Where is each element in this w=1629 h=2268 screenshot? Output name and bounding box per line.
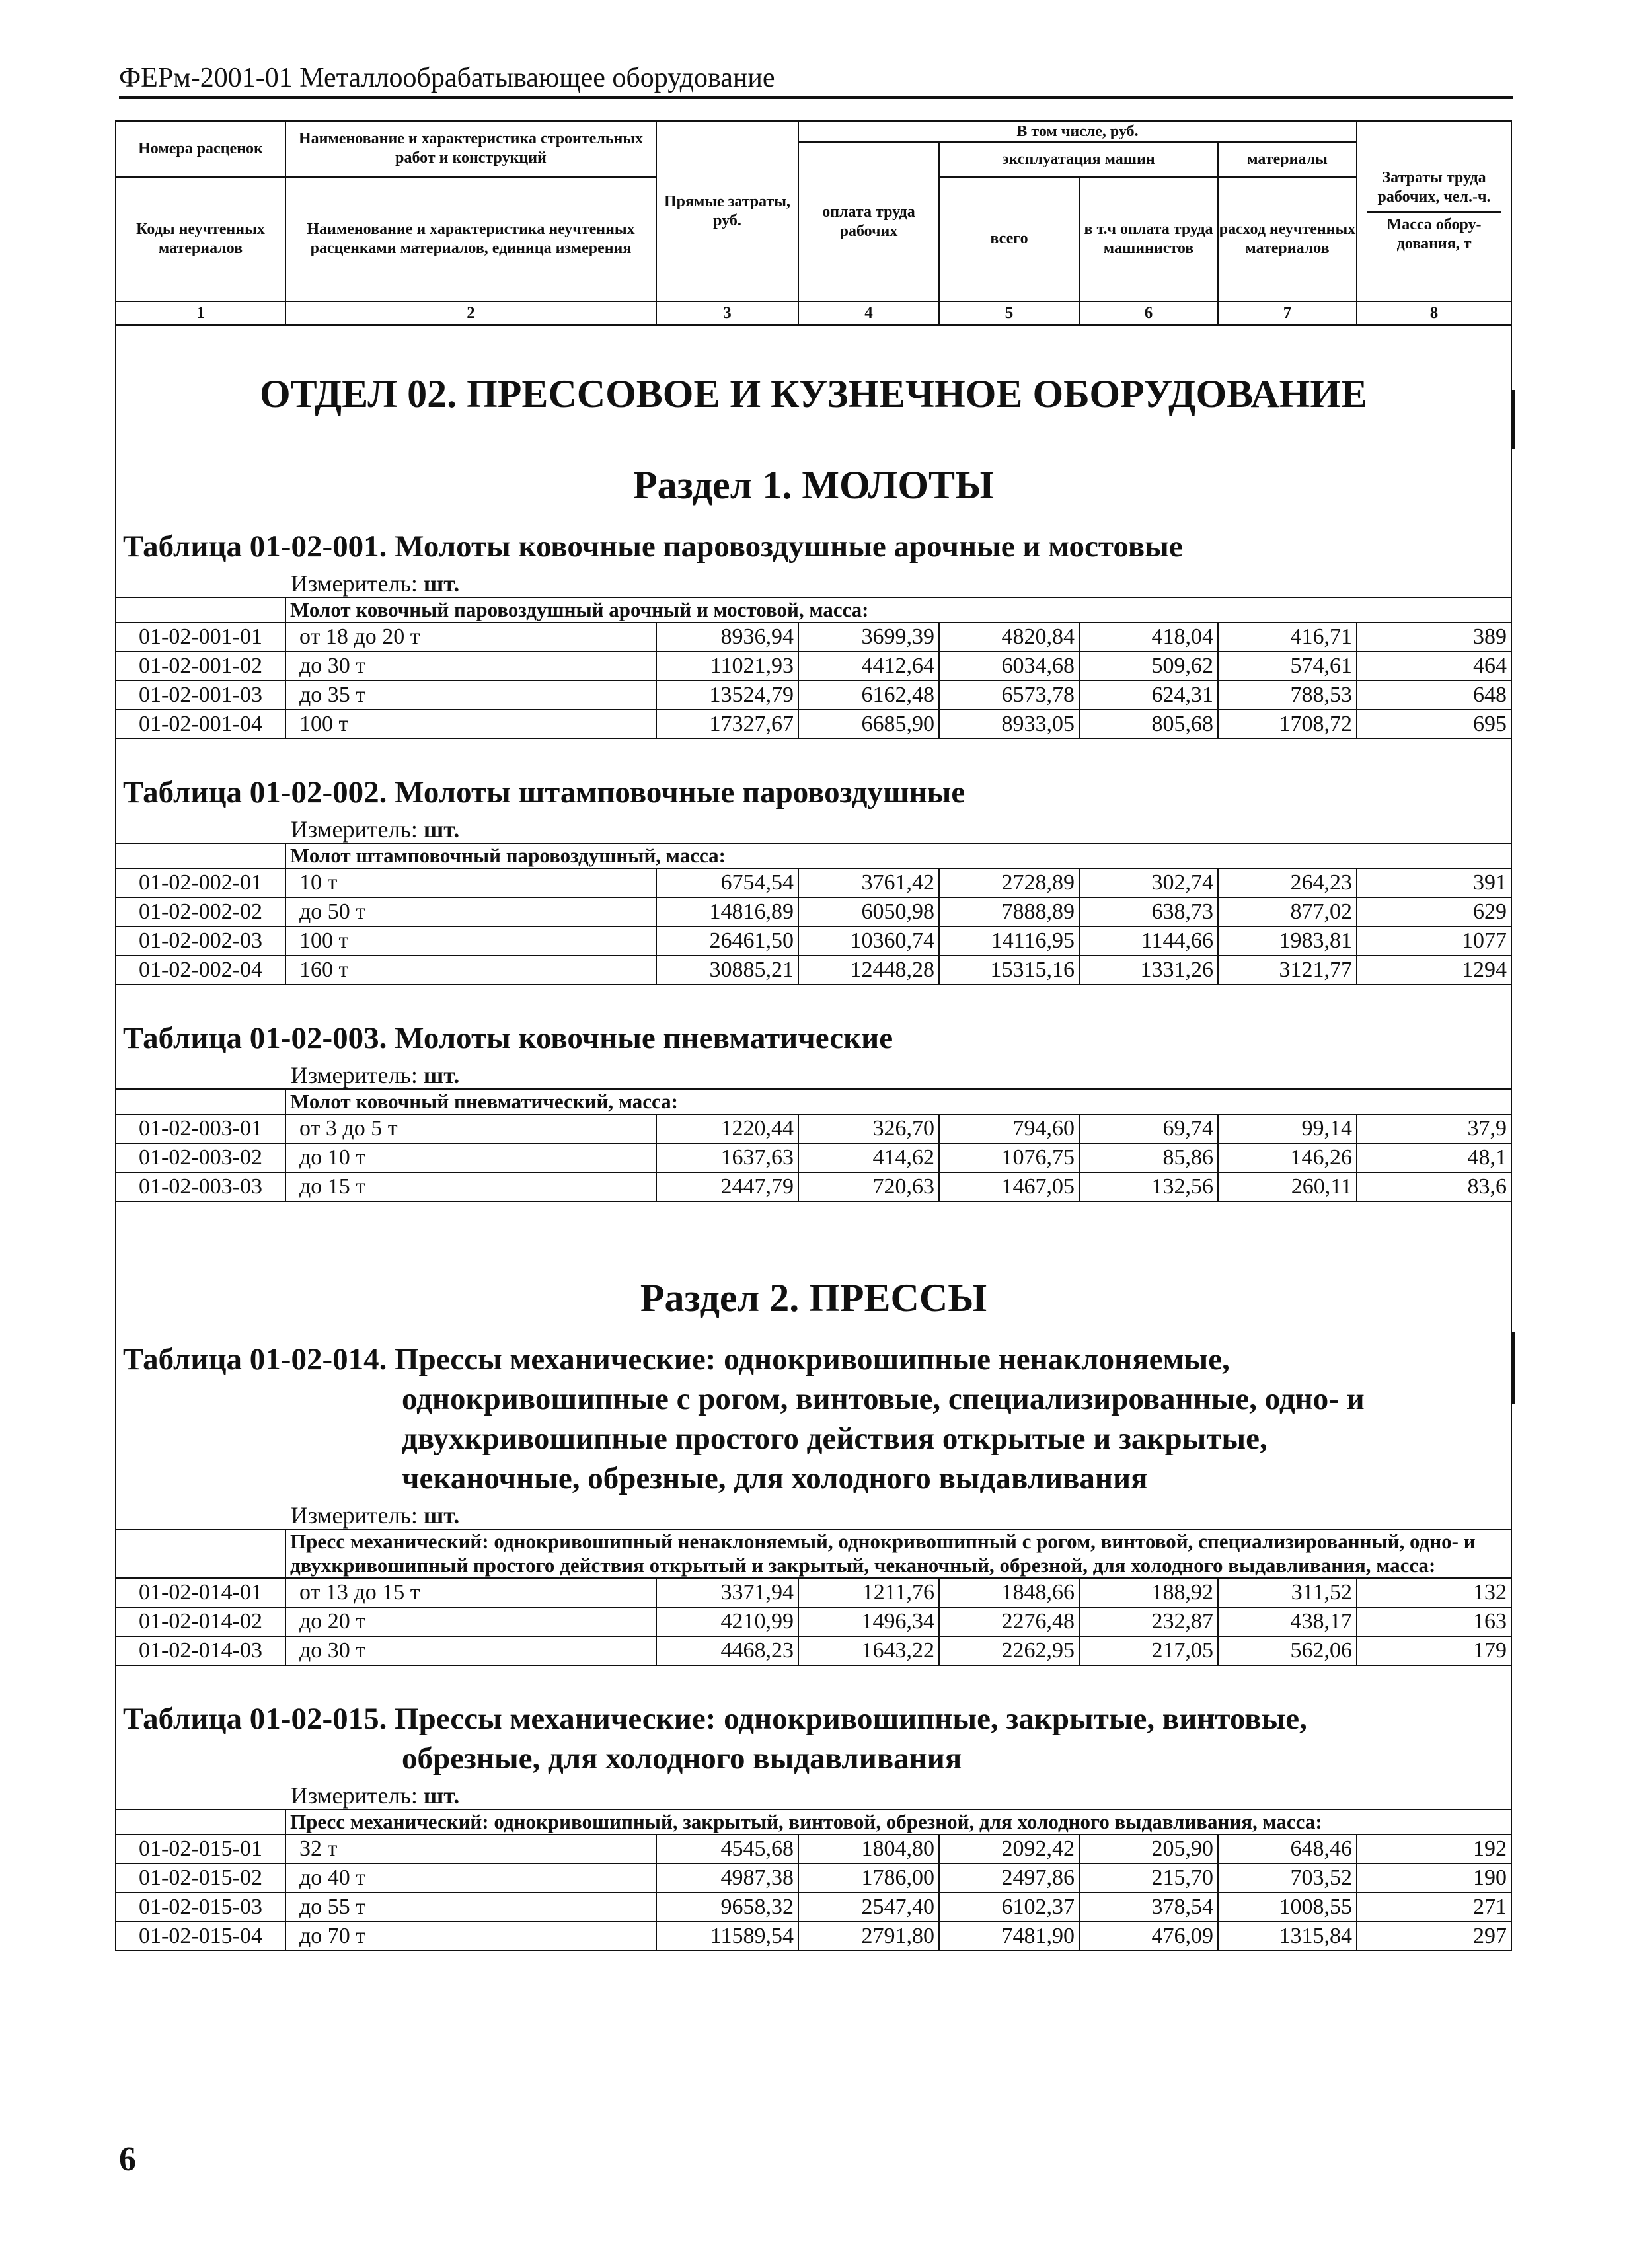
direct-cost: 1220,44 xyxy=(656,1114,798,1143)
machines-total: 794,60 xyxy=(939,1114,1079,1143)
unit-of-measure xyxy=(116,1782,1511,1809)
labor-hours: 389 xyxy=(1357,623,1511,652)
column-number: 7 xyxy=(1218,301,1357,325)
labor-hours: 271 xyxy=(1357,1893,1511,1922)
worker-pay: 3761,42 xyxy=(798,868,939,897)
direct-cost: 6754,54 xyxy=(656,868,798,897)
worker-pay: 1643,22 xyxy=(798,1636,939,1665)
rate-code: 01-02-001-01 xyxy=(116,623,285,652)
section-title: Раздел 1. МОЛОТЫ xyxy=(633,463,994,507)
unit-label: Измеритель: xyxy=(291,1062,418,1088)
item-name: до 20 т xyxy=(285,1607,656,1636)
table-row xyxy=(116,1864,1511,1893)
worker-pay: 326,70 xyxy=(798,1114,939,1143)
table-row xyxy=(116,710,1511,739)
table-title-line: Таблица 01-02-001. Молоты ковочные паровоздушные арочные и мостовые xyxy=(123,529,1183,564)
machines-total: 7481,90 xyxy=(939,1922,1079,1951)
header-machinist-pay: в т.ч оплата труда машинистов xyxy=(1079,177,1218,302)
running-header: ФЕРм-2001-01 Металлообрабатывающее оборудование xyxy=(119,61,1513,99)
section-spacer xyxy=(116,325,1511,417)
machinist-pay: 509,62 xyxy=(1079,652,1218,681)
item-name: до 35 т xyxy=(285,681,656,710)
unit-value: шт. xyxy=(423,1502,460,1529)
worker-pay: 2791,80 xyxy=(798,1922,939,1951)
section-spacer xyxy=(116,1498,1511,1529)
labor-hours: 48,1 xyxy=(1357,1143,1511,1172)
header-labor-cost: Затраты труда рабочих, чел.-ч. xyxy=(1377,169,1491,206)
section-spacer xyxy=(116,1778,1511,1809)
worker-pay: 2547,40 xyxy=(798,1893,939,1922)
group-code-cell xyxy=(116,1089,285,1114)
header-machines-total: всего xyxy=(939,177,1079,302)
materials: 311,52 xyxy=(1218,1578,1357,1607)
table-title xyxy=(116,527,1511,566)
worker-pay: 6685,90 xyxy=(798,710,939,739)
rate-code: 01-02-001-04 xyxy=(116,710,285,739)
scan-artifact xyxy=(1511,1332,1515,1404)
materials: 877,02 xyxy=(1218,897,1357,926)
column-number: 5 xyxy=(939,301,1079,325)
section-spacer xyxy=(116,812,1511,843)
machinist-pay: 638,73 xyxy=(1079,897,1218,926)
item-name: 10 т xyxy=(285,868,656,897)
machinist-pay: 1331,26 xyxy=(1079,956,1218,985)
labor-hours: 190 xyxy=(1357,1864,1511,1893)
header-worker-pay: оплата труда рабочих xyxy=(798,142,939,301)
labor-hours: 132 xyxy=(1357,1578,1511,1607)
direct-cost: 13524,79 xyxy=(656,681,798,710)
page-number: 6 xyxy=(119,2140,136,2178)
machinist-pay: 232,87 xyxy=(1079,1607,1218,1636)
machinist-pay: 132,56 xyxy=(1079,1172,1218,1201)
materials: 648,46 xyxy=(1218,1834,1357,1864)
group-code-cell xyxy=(116,843,285,868)
group-label: Молот штамповочный паровоздушный, масса: xyxy=(285,843,1511,868)
item-name: до 40 т xyxy=(285,1864,656,1893)
unit-label: Измеритель: xyxy=(291,816,418,843)
table-row xyxy=(116,1834,1511,1864)
section-spacer xyxy=(116,739,1511,812)
rate-code: 01-02-001-03 xyxy=(116,681,285,710)
machines-total: 6034,68 xyxy=(939,652,1079,681)
item-name: до 70 т xyxy=(285,1922,656,1951)
rate-code: 01-02-015-04 xyxy=(116,1922,285,1951)
unit-value: шт. xyxy=(423,1062,460,1088)
labor-hours: 1294 xyxy=(1357,956,1511,985)
item-name: до 30 т xyxy=(285,1636,656,1665)
direct-cost: 8936,94 xyxy=(656,623,798,652)
machinist-pay: 476,09 xyxy=(1079,1922,1218,1951)
materials: 1708,72 xyxy=(1218,710,1357,739)
machines-total: 2262,95 xyxy=(939,1636,1079,1665)
table-row xyxy=(116,897,1511,926)
table-title-line: обрезные, для холодного выдавливания xyxy=(402,1741,962,1776)
materials: 146,26 xyxy=(1218,1143,1357,1172)
direct-cost: 4545,68 xyxy=(656,1834,798,1864)
section-spacer xyxy=(116,566,1511,597)
materials: 1983,81 xyxy=(1218,926,1357,956)
table-row xyxy=(116,956,1511,985)
labor-hours: 695 xyxy=(1357,710,1511,739)
rate-code: 01-02-014-01 xyxy=(116,1578,285,1607)
table-row xyxy=(116,652,1511,681)
table-title-line: Таблица 01-02-014. Прессы механические: однокривошипные ненаклоняемые, xyxy=(123,1342,1230,1377)
header-work-name: Наименование и характеристика строительных работ и конструкций xyxy=(285,121,656,177)
unit-of-measure xyxy=(116,1062,1511,1088)
rate-code: 01-02-002-01 xyxy=(116,868,285,897)
worker-pay: 12448,28 xyxy=(798,956,939,985)
machines-total: 1467,05 xyxy=(939,1172,1079,1201)
header-direct-cost: Прямые затраты, руб. xyxy=(656,121,798,301)
section-spacer xyxy=(116,1201,1511,1321)
rate-code: 01-02-003-02 xyxy=(116,1143,285,1172)
section-spacer xyxy=(116,1665,1511,1778)
table-row xyxy=(116,1893,1511,1922)
header-including: В том числе, руб. xyxy=(798,121,1357,142)
direct-cost: 26461,50 xyxy=(656,926,798,956)
table-title-line: однокривошипные с рогом, винтовые, специализированные, одно- и xyxy=(402,1382,1365,1416)
machinist-pay: 69,74 xyxy=(1079,1114,1218,1143)
worker-pay: 1804,80 xyxy=(798,1834,939,1864)
direct-cost: 11021,93 xyxy=(656,652,798,681)
table-title xyxy=(116,1340,1511,1498)
direct-cost: 4987,38 xyxy=(656,1864,798,1893)
section-spacer xyxy=(116,508,1511,566)
labor-hours: 179 xyxy=(1357,1636,1511,1665)
table-row xyxy=(116,1143,1511,1172)
direct-cost: 3371,94 xyxy=(656,1578,798,1607)
table-row xyxy=(116,1114,1511,1143)
rate-code: 01-02-002-03 xyxy=(116,926,285,956)
section-title: Раздел 2. ПРЕССЫ xyxy=(640,1276,987,1320)
worker-pay: 414,62 xyxy=(798,1143,939,1172)
materials: 416,71 xyxy=(1218,623,1357,652)
machines-total: 2092,42 xyxy=(939,1834,1079,1864)
table-title-line: Таблица 01-02-015. Прессы механические: однокривошипные, закрытые, винтовые, xyxy=(123,1702,1307,1736)
direct-cost: 4468,23 xyxy=(656,1636,798,1665)
header-material-codes: Коды неучтенных материалов xyxy=(116,177,285,302)
materials: 3121,77 xyxy=(1218,956,1357,985)
rate-code: 01-02-003-03 xyxy=(116,1172,285,1201)
worker-pay: 1211,76 xyxy=(798,1578,939,1607)
header-material-consumption: расход неучтенных материалов xyxy=(1218,177,1357,302)
table-row xyxy=(116,868,1511,897)
materials: 574,61 xyxy=(1218,652,1357,681)
unit-of-measure xyxy=(116,816,1511,843)
item-name: от 13 до 15 т xyxy=(285,1578,656,1607)
rate-code: 01-02-003-01 xyxy=(116,1114,285,1143)
direct-cost: 30885,21 xyxy=(656,956,798,985)
rate-code: 01-02-002-04 xyxy=(116,956,285,985)
direct-cost: 4210,99 xyxy=(656,1607,798,1636)
column-number: 6 xyxy=(1079,301,1218,325)
machines-total: 2497,86 xyxy=(939,1864,1079,1893)
table-row xyxy=(116,1172,1511,1201)
machines-total: 2276,48 xyxy=(939,1607,1079,1636)
unit-value: шт. xyxy=(423,570,460,597)
scan-artifact xyxy=(1511,390,1515,449)
machinist-pay: 215,70 xyxy=(1079,1864,1218,1893)
item-name: от 3 до 5 т xyxy=(285,1114,656,1143)
machines-total: 1076,75 xyxy=(939,1143,1079,1172)
unit-value: шт. xyxy=(423,1782,460,1809)
item-name: до 55 т xyxy=(285,1893,656,1922)
worker-pay: 4412,64 xyxy=(798,652,939,681)
labor-hours: 391 xyxy=(1357,868,1511,897)
rate-code: 01-02-001-02 xyxy=(116,652,285,681)
column-number: 2 xyxy=(285,301,656,325)
group-code-cell xyxy=(116,597,285,623)
table-title-line: Таблица 01-02-002. Молоты штамповочные паровоздушные xyxy=(123,775,966,810)
item-name: 100 т xyxy=(285,926,656,956)
rate-code: 01-02-014-02 xyxy=(116,1607,285,1636)
labor-hours: 163 xyxy=(1357,1607,1511,1636)
price-table-body xyxy=(116,121,1511,1951)
materials: 264,23 xyxy=(1218,868,1357,897)
direct-cost: 2447,79 xyxy=(656,1172,798,1201)
rate-code: 01-02-015-02 xyxy=(116,1864,285,1893)
machinist-pay: 624,31 xyxy=(1079,681,1218,710)
table-row xyxy=(116,1578,1511,1607)
column-number: 1 xyxy=(116,301,285,325)
header-equipment-mass: Масса обору-дования, т xyxy=(1367,211,1501,254)
materials: 703,52 xyxy=(1218,1864,1357,1893)
machinist-pay: 1144,66 xyxy=(1079,926,1218,956)
unit-value: шт. xyxy=(423,816,460,843)
machines-total: 7888,89 xyxy=(939,897,1079,926)
item-name: до 50 т xyxy=(285,897,656,926)
unit-label: Измеритель: xyxy=(291,570,418,597)
worker-pay: 3699,39 xyxy=(798,623,939,652)
labor-hours: 648 xyxy=(1357,681,1511,710)
section-spacer xyxy=(116,1321,1511,1498)
item-name: от 18 до 20 т xyxy=(285,623,656,652)
worker-pay: 10360,74 xyxy=(798,926,939,956)
machinist-pay: 85,86 xyxy=(1079,1143,1218,1172)
table-title-line: двухкривошипные простого действия открытые и закрытые, xyxy=(402,1421,1268,1456)
worker-pay: 720,63 xyxy=(798,1172,939,1201)
item-name: до 15 т xyxy=(285,1172,656,1201)
column-number: 3 xyxy=(656,301,798,325)
header-labor-and-mass xyxy=(1357,121,1511,301)
table-row xyxy=(116,1922,1511,1951)
machinist-pay: 217,05 xyxy=(1079,1636,1218,1665)
section-spacer xyxy=(116,1058,1511,1089)
header-machines: эксплуатация машин xyxy=(939,142,1218,177)
machinist-pay: 418,04 xyxy=(1079,623,1218,652)
header-rate-number: Номера расценок xyxy=(116,121,285,177)
group-label: Пресс механический: однокривошипный ненаклоняемый, однокривошипный с рогом, винтовой, специализированный, одно- и двухкривошипный простого действия открытый и закрытый, чеканочный, обрезной, для холодного выдавливания, масса: xyxy=(285,1529,1511,1578)
group-code-cell xyxy=(116,1529,285,1578)
section-spacer xyxy=(116,985,1511,1058)
table-row xyxy=(116,926,1511,956)
direct-cost: 14816,89 xyxy=(656,897,798,926)
machines-total: 4820,84 xyxy=(939,623,1079,652)
item-name: 32 т xyxy=(285,1834,656,1864)
materials: 438,17 xyxy=(1218,1607,1357,1636)
materials: 99,14 xyxy=(1218,1114,1357,1143)
department-title: ОТДЕЛ 02. ПРЕССОВОЕ И КУЗНЕЧНОЕ ОБОРУДОВАНИЕ xyxy=(259,372,1368,416)
table-row xyxy=(116,681,1511,710)
worker-pay: 1786,00 xyxy=(798,1864,939,1893)
column-number: 4 xyxy=(798,301,939,325)
direct-cost: 1637,63 xyxy=(656,1143,798,1172)
table-row xyxy=(116,1607,1511,1636)
labor-hours: 629 xyxy=(1357,897,1511,926)
rate-code: 01-02-002-02 xyxy=(116,897,285,926)
machinist-pay: 378,54 xyxy=(1079,1893,1218,1922)
worker-pay: 6162,48 xyxy=(798,681,939,710)
header-material-names: Наименование и характеристика неучтенных расценками материалов, единица измерения xyxy=(285,177,656,302)
rate-code: 01-02-015-03 xyxy=(116,1893,285,1922)
item-name: до 30 т xyxy=(285,652,656,681)
rate-code: 01-02-015-01 xyxy=(116,1834,285,1864)
machines-total: 6102,37 xyxy=(939,1893,1079,1922)
unit-label: Измеритель: xyxy=(291,1502,418,1529)
table-row xyxy=(116,623,1511,652)
labor-hours: 297 xyxy=(1357,1922,1511,1951)
group-code-cell xyxy=(116,1809,285,1834)
labor-hours: 1077 xyxy=(1357,926,1511,956)
price-table xyxy=(115,120,1512,1951)
worker-pay: 6050,98 xyxy=(798,897,939,926)
item-name: до 10 т xyxy=(285,1143,656,1172)
machines-total: 15315,16 xyxy=(939,956,1079,985)
rate-code: 01-02-014-03 xyxy=(116,1636,285,1665)
section-spacer xyxy=(116,417,1511,508)
labor-hours: 83,6 xyxy=(1357,1172,1511,1201)
machinist-pay: 205,90 xyxy=(1079,1834,1218,1864)
machines-total: 8933,05 xyxy=(939,710,1079,739)
materials: 1008,55 xyxy=(1218,1893,1357,1922)
labor-hours: 192 xyxy=(1357,1834,1511,1864)
group-label: Пресс механический: однокривошипный, закрытый, винтовой, обрезной, для холодного выдавливания, масса: xyxy=(285,1809,1511,1834)
machinist-pay: 302,74 xyxy=(1079,868,1218,897)
machines-total: 2728,89 xyxy=(939,868,1079,897)
group-label: Молот ковочный паровоздушный арочный и мостовой, масса: xyxy=(285,597,1511,623)
machines-total: 1848,66 xyxy=(939,1578,1079,1607)
direct-cost: 17327,67 xyxy=(656,710,798,739)
item-name: 160 т xyxy=(285,956,656,985)
table-title xyxy=(116,1018,1511,1058)
machines-total: 14116,95 xyxy=(939,926,1079,956)
group-label: Молот ковочный пневматический, масса: xyxy=(285,1089,1511,1114)
machinist-pay: 188,92 xyxy=(1079,1578,1218,1607)
machinist-pay: 805,68 xyxy=(1079,710,1218,739)
header-materials: материалы xyxy=(1218,142,1357,177)
table-title xyxy=(116,773,1511,812)
worker-pay: 1496,34 xyxy=(798,1607,939,1636)
materials: 260,11 xyxy=(1218,1172,1357,1201)
direct-cost: 9658,32 xyxy=(656,1893,798,1922)
labor-hours: 464 xyxy=(1357,652,1511,681)
table-row xyxy=(116,1636,1511,1665)
unit-of-measure xyxy=(116,570,1511,597)
column-number: 8 xyxy=(1357,301,1511,325)
unit-label: Измеритель: xyxy=(291,1782,418,1809)
table-title-line: чеканочные, обрезные, для холодного выдавливания xyxy=(402,1461,1148,1495)
unit-of-measure xyxy=(116,1502,1511,1529)
materials: 562,06 xyxy=(1218,1636,1357,1665)
materials: 1315,84 xyxy=(1218,1922,1357,1951)
direct-cost: 11589,54 xyxy=(656,1922,798,1951)
table-title-line: Таблица 01-02-003. Молоты ковочные пневматические xyxy=(123,1021,893,1055)
materials: 788,53 xyxy=(1218,681,1357,710)
item-name: 100 т xyxy=(285,710,656,739)
table-title xyxy=(116,1699,1511,1778)
labor-hours: 37,9 xyxy=(1357,1114,1511,1143)
machines-total: 6573,78 xyxy=(939,681,1079,710)
